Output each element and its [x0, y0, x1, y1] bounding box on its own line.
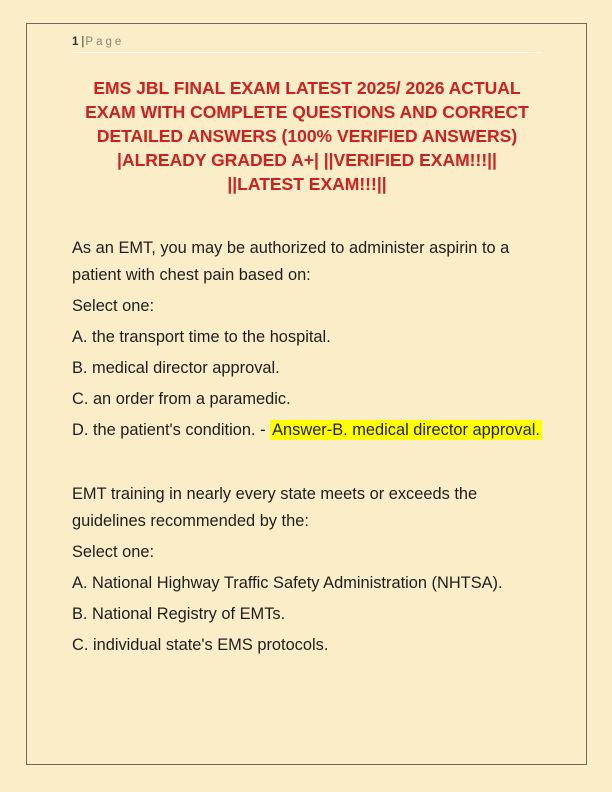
- document-title: [72, 76, 542, 196]
- title-line-3: DETAILED ANSWERS (100% VERIFIED ANSWERS): [96, 126, 518, 146]
- question-block-1: [72, 235, 542, 444]
- question-2-option-a: A. National Highway Traffic Safety Administration (NHTSA).: [72, 574, 503, 592]
- page-number: 1: [72, 36, 79, 48]
- question-2-text: EMT training in nearly every state meets or exceeds the guidelines recommended by the:: [72, 485, 478, 530]
- title-line-1: EMS JBL FINAL EXAM LATEST 2025/ 2026 ACTUAL: [93, 78, 521, 98]
- header-separator: |: [81, 36, 85, 48]
- paragraph-spacer: [72, 448, 542, 481]
- question-1-option-b: B. medical director approval.: [72, 359, 280, 377]
- question-1-option-d: [72, 417, 542, 444]
- question-1-option-d-text: D. the patient's condition. -: [72, 421, 271, 439]
- question-1-option-a: A. the transport time to the hospital.: [72, 328, 331, 346]
- title-line-5: ||LATEST EXAM!!!||: [227, 174, 387, 194]
- question-2-select-label: Select one:: [72, 543, 155, 561]
- page-content: [72, 0, 542, 663]
- question-block-2: [72, 481, 542, 659]
- page-header: [72, 35, 542, 53]
- title-line-4: |ALREADY GRADED A+| ||VERIFIED EXAM!!!||: [117, 150, 497, 170]
- question-1-text: As an EMT, you may be authorized to administer aspirin to a patient with chest pain based on:: [72, 239, 510, 284]
- question-1-answer-highlight: Answer-B. medical director approval.: [272, 421, 540, 439]
- title-line-2: EXAM WITH COMPLETE QUESTIONS AND CORRECT: [85, 102, 529, 122]
- question-1-option-c: C. an order from a paramedic.: [72, 390, 291, 408]
- question-1-select-label: Select one:: [72, 297, 155, 315]
- page-label: Page: [85, 36, 125, 48]
- question-2-option-b: B. National Registry of EMTs.: [72, 605, 286, 623]
- question-2-option-c: C. individual state's EMS protocols.: [72, 636, 329, 654]
